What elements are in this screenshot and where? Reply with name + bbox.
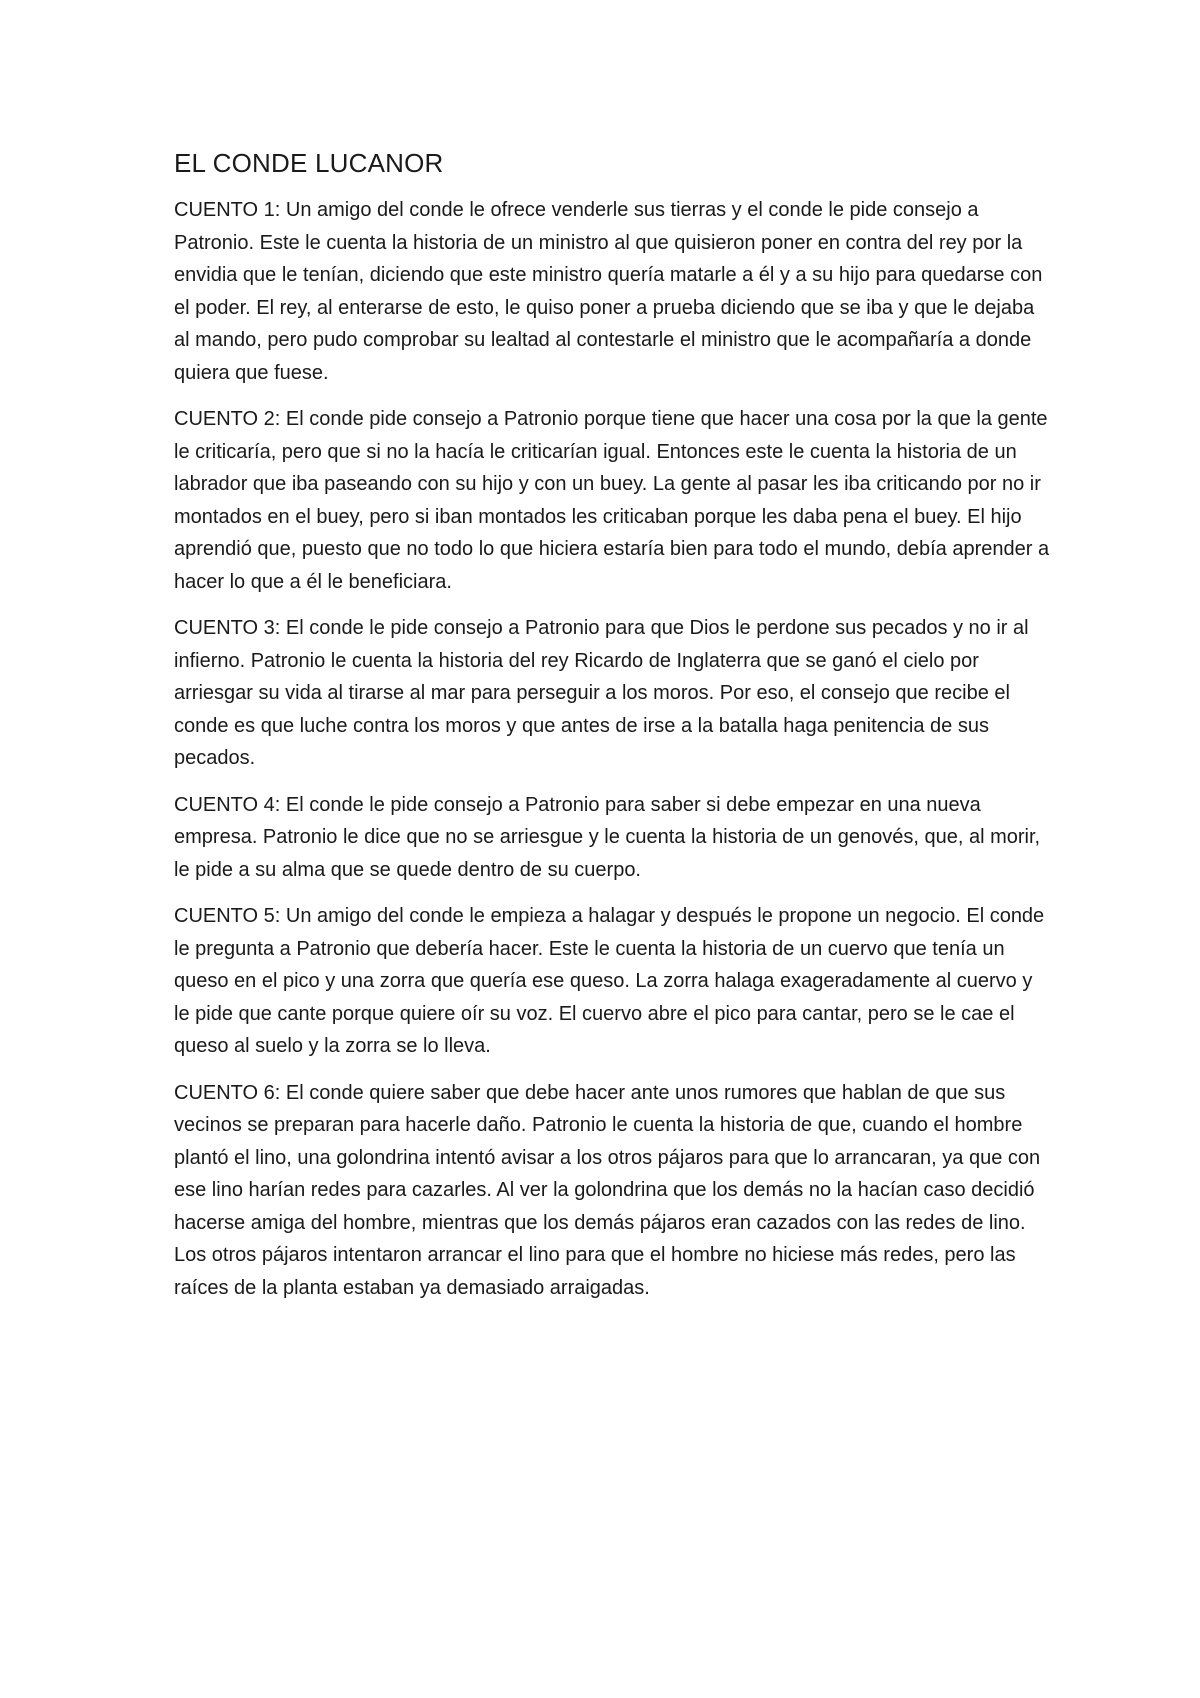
document-title: EL CONDE LUCANOR: [174, 148, 444, 178]
story-text: Un amigo del conde le ofrece venderle sus tierras y el conde le pide consejo a Patronio. Este le cuenta la historia de un ministro al que quisieron poner en contra del rey por la envidia que le tenían, diciendo que este ministro quería matarle a él y a su hijo para quedarse con el poder. El rey, al enterarse de esto, le quiso poner a prueba diciendo que se iba y que le dejaba al mando, pero pudo comprobar su lealtad al contestarle el ministro que le acompañaría a donde quiera que fuese.: [174, 199, 1043, 384]
story-paragraph-3: [174, 612, 1052, 775]
story-text: El conde le pide consejo a Patronio para que Dios le perdone sus pecados y no ir al infierno. Patronio le cuenta la historia del rey Ricardo de Inglaterra que se ganó el cielo por arriesgar su vida al tirarse al mar para perseguir a los moros. Por eso, el consejo que recibe el conde es que luche contra los moros y que antes de irse a la batalla haga penitencia de sus pecados.: [174, 617, 1029, 769]
story-text: El conde le pide consejo a Patronio para saber si debe empezar en una nueva empresa. Patronio le dice que no se arriesgue y le cuenta la historia de un genovés, que, al morir, le pide a su alma que se quede dentro de su cuerpo.: [174, 793, 1041, 881]
story-label: CUENTO 3:: [174, 617, 281, 639]
story-label: CUENTO 2:: [174, 408, 281, 430]
story-paragraph-1: [174, 194, 1052, 389]
story-label: CUENTO 5:: [174, 905, 281, 927]
story-label: CUENTO 1:: [174, 199, 281, 221]
story-paragraph-6: [174, 1077, 1052, 1305]
story-label: CUENTO 6:: [174, 1081, 281, 1104]
story-text: El conde pide consejo a Patronio porque tiene que hacer una cosa por la que la gente le criticaría, pero que si no la hacía le criticarían igual. Entonces este le cuenta la historia de un labrador que iba paseando con su hijo y con un buey. La gente al pasar les iba criticando por no ir montados en el buey, pero si iban montados les criticaban porque les daba pena el buey. El hijo aprendió que, puesto que no todo lo que hiciera estaría bien para todo el mundo, debía aprender a hacer lo que a él le beneficiara.: [174, 408, 1050, 593]
story-text: Un amigo del conde le empieza a halagar y después le propone un negocio. El conde le pregunta a Patronio que debería hacer. Este le cuenta la historia de un cuervo que tenía un queso en el pico y una zorra que quería ese queso. La zorra halaga exageradamente al cuervo y le pide que cante porque quiere oír su voz. El cuervo abre el pico para cantar, pero se le cae el queso al suelo y la zorra se lo lleva.: [174, 905, 1045, 1057]
story-text: El conde quiere saber que debe hacer ante unos rumores que hablan de que sus vecinos se preparan para hacerle daño. Patronio le cuenta la historia de que, cuando el hombre plantó el lino, una golondrina intentó avisar a los otros pájaros para que lo arrancaran, ya que con ese lino harían redes para cazarles. Al ver la golondrina que los demás no la hacían caso decidió hacerse amiga del hombre, mientras que los demás pájaros eran cazados con las redes de lino. Los otros pájaros intentaron arrancar el lino para que el hombre no hiciese más redes, pero las raíces de la planta estaban ya demasiado arraigadas.: [174, 1081, 1041, 1299]
story-label: CUENTO 4:: [174, 793, 281, 816]
story-paragraph-4: [174, 789, 1052, 887]
story-paragraph-5: [174, 900, 1052, 1063]
story-paragraph-2: [174, 403, 1052, 598]
document-content: [174, 146, 1052, 1318]
